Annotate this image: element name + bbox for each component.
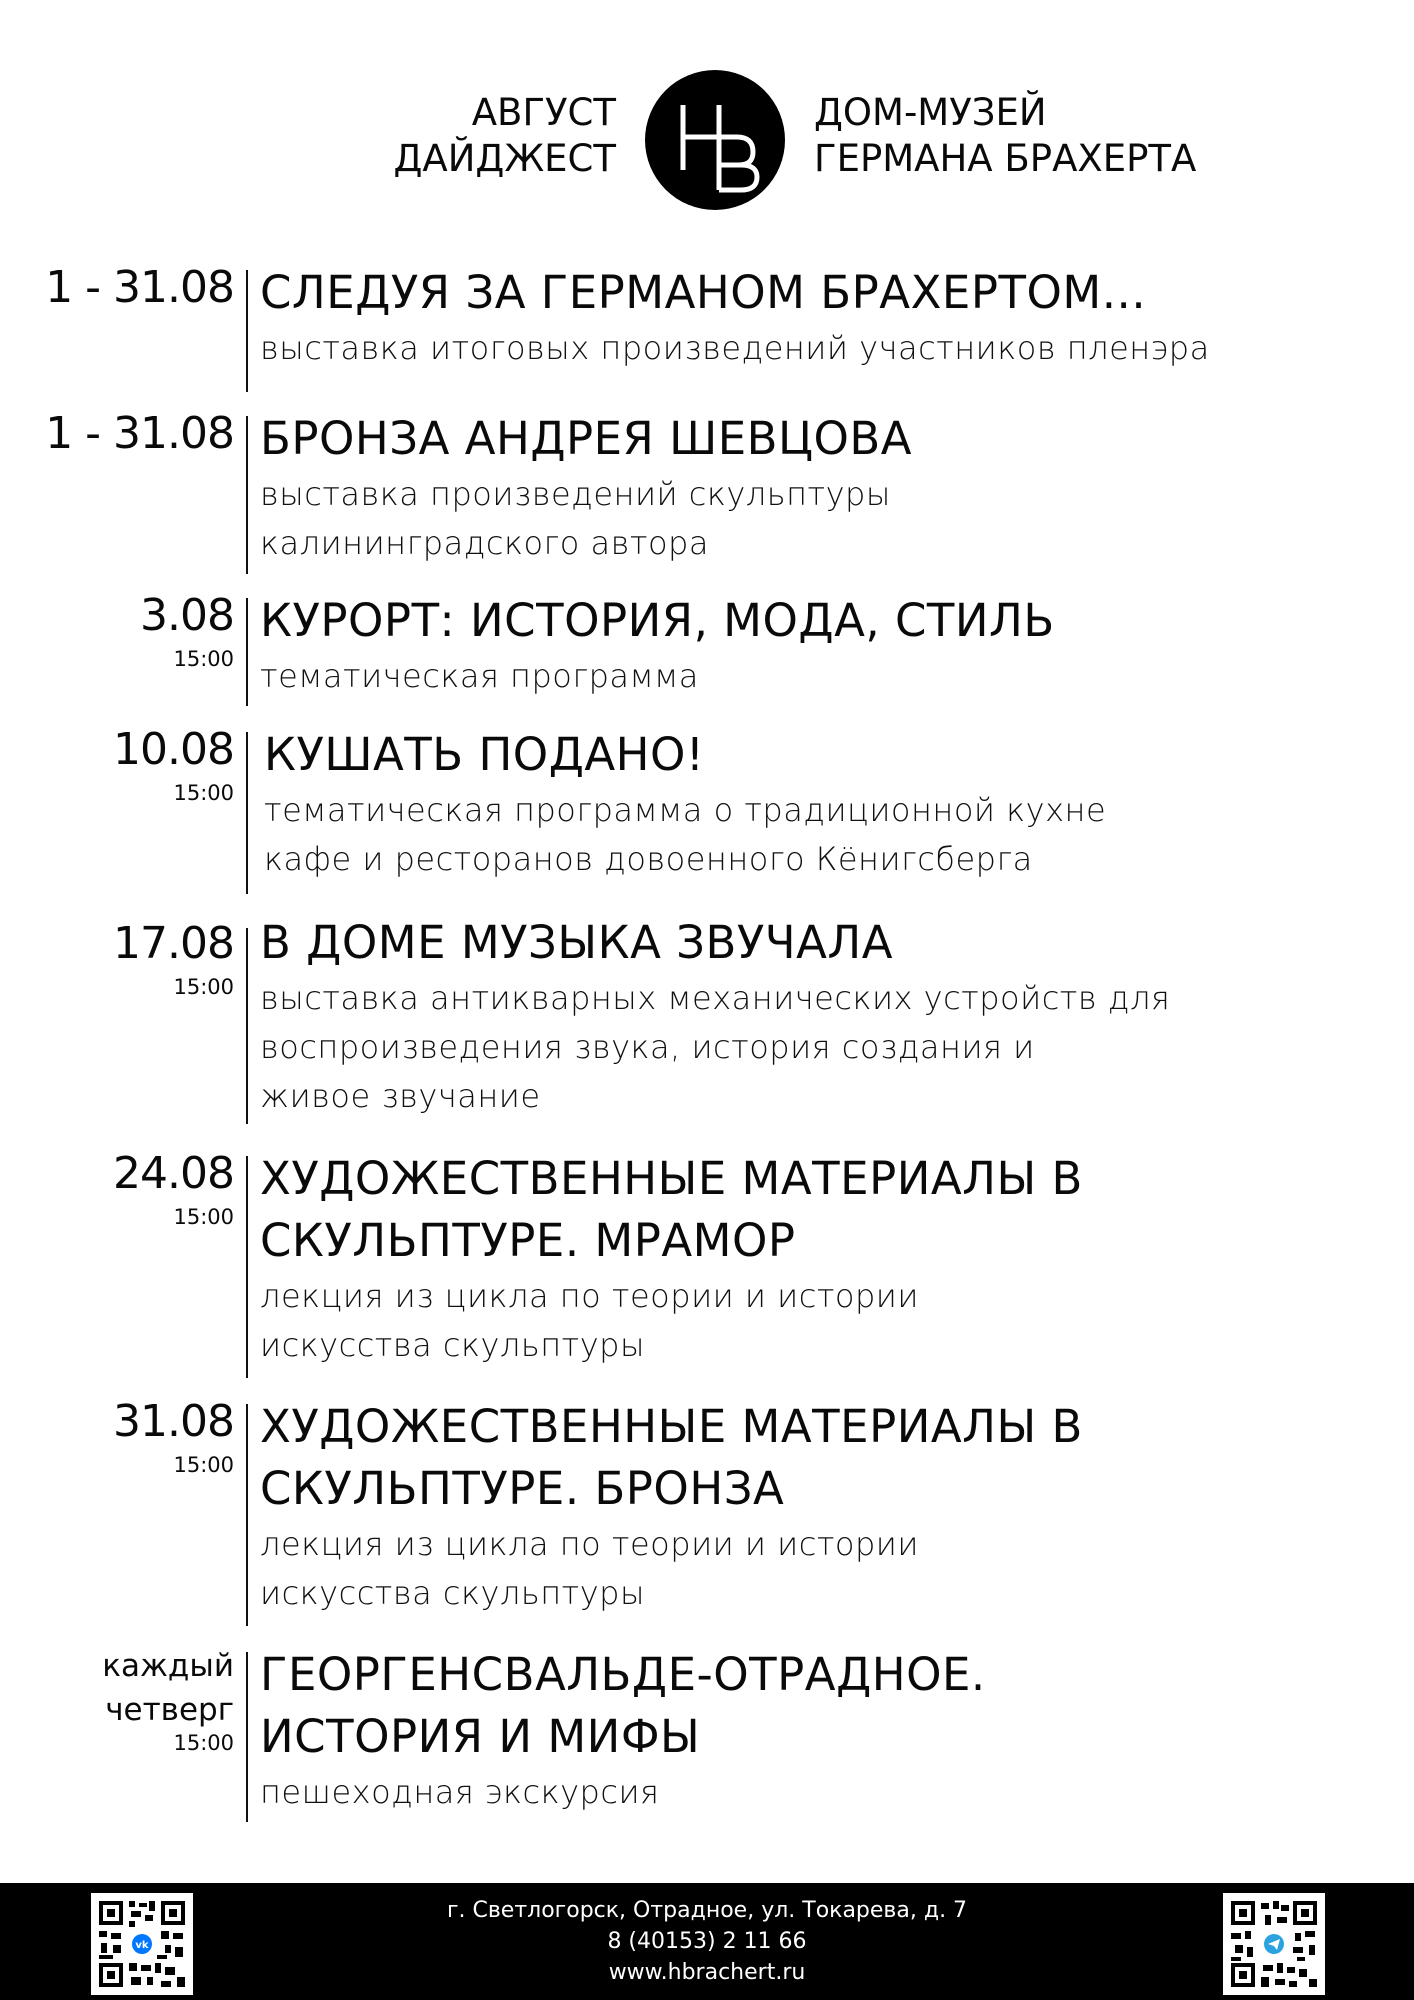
event-body bbox=[260, 1396, 1380, 1618]
hb-monogram-icon bbox=[645, 70, 785, 210]
address: г. Светлогорск, Отрадное, ул. Токарева, д. 7 bbox=[446, 1898, 968, 1923]
divider-line bbox=[246, 1652, 248, 1822]
event-weekday: четверг bbox=[105, 1692, 234, 1728]
event-time: 15:00 bbox=[173, 1453, 234, 1477]
event-title: СКУЛЬПТУРЕ. БРОНЗА bbox=[260, 1462, 785, 1515]
event-body bbox=[260, 590, 1380, 701]
event-title: ГЕОРГЕНСВАЛЬДЕ-ОТРАДНОЕ. bbox=[260, 1648, 986, 1701]
event-date: 31.08 bbox=[113, 1396, 234, 1447]
event-body bbox=[260, 408, 1380, 568]
event-description: выставка произведений скульптуры bbox=[260, 475, 891, 513]
digest-label bbox=[394, 90, 616, 182]
event-description: лекция из цикла по теории и истории bbox=[260, 1277, 919, 1315]
event-time: 15:00 bbox=[173, 1205, 234, 1229]
svg-text:vk: vk bbox=[135, 1940, 149, 1951]
event-body bbox=[260, 262, 1380, 373]
event-title: ИСТОРИЯ И МИФЫ bbox=[260, 1710, 701, 1763]
event-when bbox=[113, 724, 234, 808]
museum-name bbox=[814, 90, 1196, 182]
event-body bbox=[260, 912, 1380, 1121]
divider-line bbox=[246, 270, 248, 392]
event-description: живое звучание bbox=[260, 1077, 541, 1115]
divider-line bbox=[246, 1156, 248, 1378]
event-description: искусства скульптуры bbox=[260, 1574, 645, 1612]
event-description: искусства скульптуры bbox=[260, 1326, 645, 1364]
divider-line bbox=[246, 732, 248, 894]
event-body bbox=[264, 724, 1384, 884]
event-description: тематическая программа bbox=[260, 657, 699, 695]
divider-line bbox=[246, 598, 248, 706]
event-description: выставка итоговых произведений участников пленэра bbox=[260, 329, 1210, 367]
museum-name-line-1: ДОМ-МУЗЕЙ bbox=[814, 91, 1047, 134]
event-title: БРОНЗА АНДРЕЯ ШЕВЦОВА bbox=[260, 412, 913, 465]
event-title: СКУЛЬПТУРЕ. МРАМОР bbox=[260, 1214, 796, 1267]
event-description: тематическая программа о традиционной кухне bbox=[264, 791, 1107, 829]
event-time: 15:00 bbox=[173, 975, 234, 999]
event-date: 10.08 bbox=[113, 724, 234, 775]
event-title: КУШАТЬ ПОДАНО! bbox=[264, 728, 705, 781]
telegram-qr-code[interactable] bbox=[1223, 1893, 1325, 1995]
event-time: 15:00 bbox=[173, 1731, 234, 1755]
event-time: 15:00 bbox=[173, 781, 234, 805]
contact-info bbox=[0, 1895, 1414, 1988]
event-title: СЛЕДУЯ ЗА ГЕРМАНОМ БРАХЕРТОМ... bbox=[260, 266, 1147, 319]
event-date: 3.08 bbox=[140, 590, 234, 641]
event-description: выставка антикварных механических устройств для bbox=[260, 979, 1171, 1017]
event-when bbox=[113, 1396, 234, 1480]
month-label: АВГУСТ bbox=[471, 91, 616, 134]
event-description: кафе и ресторанов довоенного Кёнигсберга bbox=[264, 840, 1033, 878]
museum-logo bbox=[645, 70, 785, 210]
event-description: лекция из цикла по теории и истории bbox=[260, 1525, 919, 1563]
qr-code-icon bbox=[1223, 1893, 1325, 1995]
event-date: 1 - 31.08 bbox=[45, 262, 234, 313]
event-body bbox=[260, 1148, 1380, 1370]
event-when bbox=[45, 262, 234, 314]
event-description: пешеходная экскурсия bbox=[260, 1773, 660, 1811]
event-body bbox=[260, 1644, 1380, 1817]
event-title: ХУДОЖЕСТВЕННЫЕ МАТЕРИАЛЫ В bbox=[260, 1152, 1083, 1205]
divider-line bbox=[246, 416, 248, 574]
event-description: калининградского автора bbox=[260, 524, 709, 562]
event-title: КУРОРТ: ИСТОРИЯ, МОДА, СТИЛЬ bbox=[260, 594, 1055, 647]
header bbox=[0, 70, 1414, 210]
event-date: 24.08 bbox=[113, 1148, 234, 1199]
event-description: воспроизведения звука, история создания и bbox=[260, 1028, 1035, 1066]
divider-line bbox=[246, 1404, 248, 1626]
event-date: 17.08 bbox=[113, 918, 234, 969]
website-link[interactable]: www.hbrachert.ru bbox=[608, 1960, 806, 1985]
museum-name-line-2: ГЕРМАНА БРАХЕРТА bbox=[814, 137, 1197, 180]
digest-word: ДАЙДЖЕСТ bbox=[393, 137, 616, 180]
event-when bbox=[45, 408, 234, 460]
event-title: В ДОМЕ МУЗЫКА ЗВУЧАЛА bbox=[260, 916, 894, 969]
event-when bbox=[102, 1644, 234, 1758]
event-weekday: каждый bbox=[102, 1648, 234, 1684]
footer bbox=[0, 1883, 1414, 2000]
event-when bbox=[113, 918, 234, 1002]
phone-number[interactable]: 8 (40153) 2 11 66 bbox=[607, 1929, 807, 1954]
event-when bbox=[113, 1148, 234, 1232]
event-title: ХУДОЖЕСТВЕННЫЕ МАТЕРИАЛЫ В bbox=[260, 1400, 1083, 1453]
event-when bbox=[140, 590, 234, 674]
divider-line bbox=[246, 928, 248, 1124]
event-date: 1 - 31.08 bbox=[45, 408, 234, 459]
event-time: 15:00 bbox=[173, 647, 234, 671]
